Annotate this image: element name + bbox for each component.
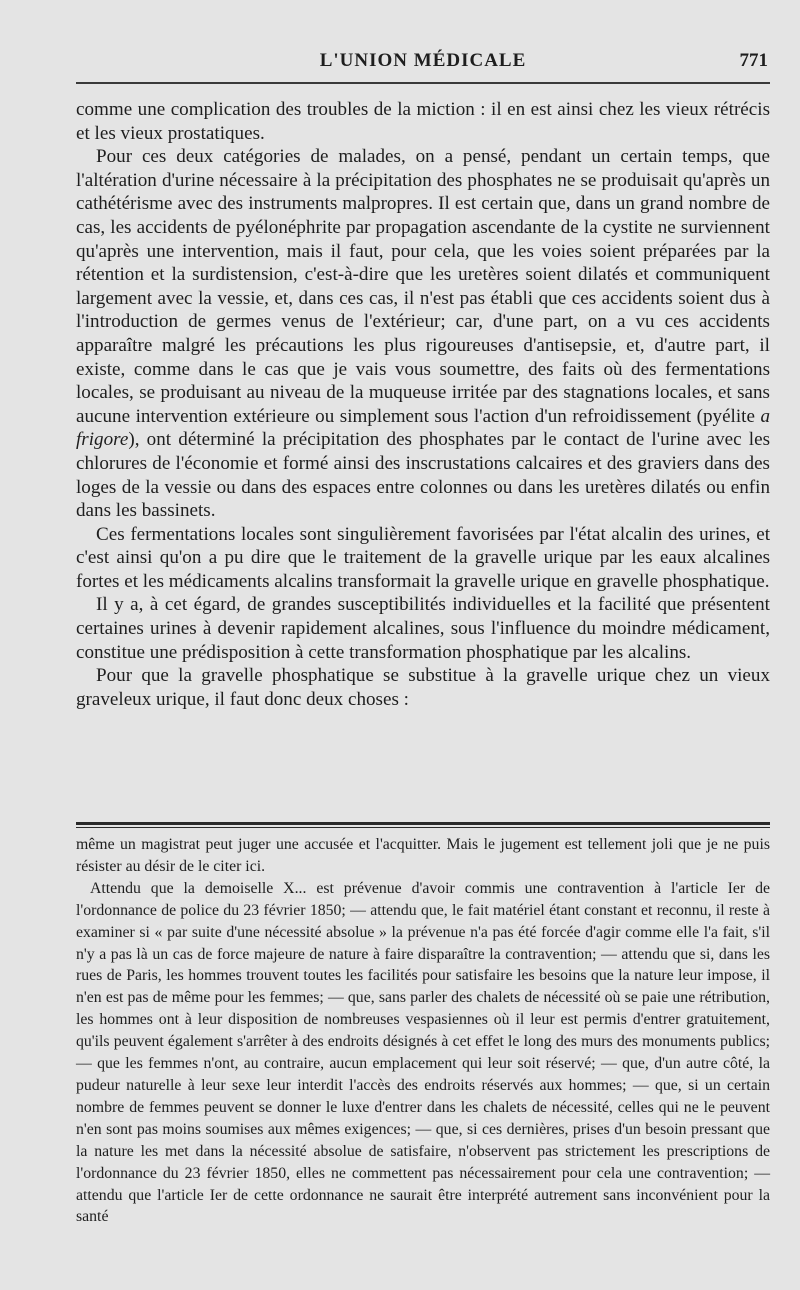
- italic-phrase: a frigore: [76, 405, 770, 451]
- paragraph: Ces fermentations locales sont singulièrement favorisées par l'état alcalin des urines, et c'est ainsi qu'on a pu dire que le traitement de la gravelle urique par les eaux alcalines fortes et les médicaments alcalins transformait la gravelle urique en gravelle phosphatique.: [76, 523, 770, 592]
- main-text: [76, 98, 770, 711]
- running-title: L'UNION MÉDICALE: [319, 50, 527, 71]
- paragraph: comme une complication des troubles de la miction : il en est ainsi chez les vieux rétrécis et les vieux prostatiques.: [76, 99, 770, 144]
- paragraph: Il y a, à cet égard, de grandes susceptibilités individuelles et la facilité que présentent certaines urines à devenir rapidement alcalines, sous l'influence du moindre médicament, constitue une prédisposition à cette transformation phosphatique par les alcalins.: [76, 594, 770, 663]
- footnote-paragraph: même un magistrat peut juger une accusée et l'acquitter. Mais le jugement est tellement joli que je ne puis résister au désir de le citer ici.: [76, 836, 770, 875]
- paragraph: Pour que la gravelle phosphatique se substitue à la gravelle urique chez un vieux graveleux urique, il faut donc deux choses :: [76, 665, 770, 710]
- header-rule: [76, 82, 770, 84]
- footnote-separator-thick: [76, 822, 770, 825]
- footnote-separator-thin: [76, 827, 770, 828]
- page-number: 771: [739, 50, 768, 71]
- paragraph: [76, 145, 770, 523]
- page-header: [76, 46, 770, 76]
- footnote-paragraph: Attendu que la demoiselle X... est prévenue d'avoir commis une contravention à l'article Ier de l'ordonnance de police du 23 février 1850; — attendu que, le fait matériel étant constant et reconnu, il reste à examiner si « par suite d'une nécessité absolue » la prévenue n'a pas été forcée d'agir comme elle l'a fait, s'il n'y a pas là un cas de force majeure de nature à faire disparaître la contravention; — attendu que si, dans les rues de Paris, les hommes trouvent toutes les facilités pour satisfaire les besoins que la nature leur impose, il n'en est pas de même pour les femmes; — que, sans parler des chalets de nécessité où se paie une rétribution, les hommes ont à leur disposition de nombreuses vespasiennes où il leur est permis d'entrer gratuitement, qu'ils peuvent également s'arrêter à des endroits désignés à cet effet le long des murs des monuments publics; — que les femmes n'ont, au contraire, aucun emplacement qui leur soit réservé; — que, d'un autre côté, la pudeur naturelle à leur sexe leur interdit l'accès des endroits réservés aux hommes; — que, si un certain nombre de femmes peuvent se donner le luxe d'entrer dans les chalets de nécessité, celles qui ne le peuvent n'en sont pas moins soumises aux mêmes exigences; — que, si ces dernières, prises d'un besoin pressant que la nature les met dans la nécessité absolue de satisfaire, n'observent pas strictement les prescriptions de l'ordonnance du 23 février 1850, elles ne commettent pas nécessairement pour cela une contravention; — attendu que l'article Ier de cette ordonnance ne saurait être interprété autrement sans inconvénient pour la santé: [76, 879, 770, 1226]
- paragraph-text: Pour ces deux catégories de malades, on a pensé, pendant un certain temps, que l'altération d'urine nécessaire à la précipitation des phosphates ne se produisait qu'après un cathétérisme avec des instruments malpropres. Il est certain que, dans un grand nombre de cas, les accidents de pyélonéphrite par propagation ascendante de la cystite ne surviennent qu'après une intervention, mais il faut, pour cela, que les voies soient préparées par la rétention et la surdistension, c'est-à-dire que les uretères soient dilatés et communiquent largement avec la vessie, et, dans ces cas, il n'est pas établi que ces accidents soient dus à l'introduction de germes venus de l'extérieur; car, d'une part, on a vu ces accidents apparaître malgré les précautions les plus rigoureuses d'antisepsie, et, d'autre part, il existe, comme dans le cas que je vais vous soumettre, des faits où des fermentations locales, se produisant au niveau de la muqueuse irritée par des stagnations locales, et sans aucune intervention extérieure ou simplement sous l'action d'un refroidissement (pyélite: [76, 146, 770, 427]
- paragraph-text: ), ont déterminé la précipitation des phosphates par le contact de l'urine avec les chlorures de l'économie et formé ainsi des inscrustations calcaires et des graviers dans des loges de la vessie ou dans des espaces entre colonnes ou dans les uretères dilatés ou enfin dans les bassinets.: [76, 429, 770, 522]
- footnote: [76, 834, 770, 1228]
